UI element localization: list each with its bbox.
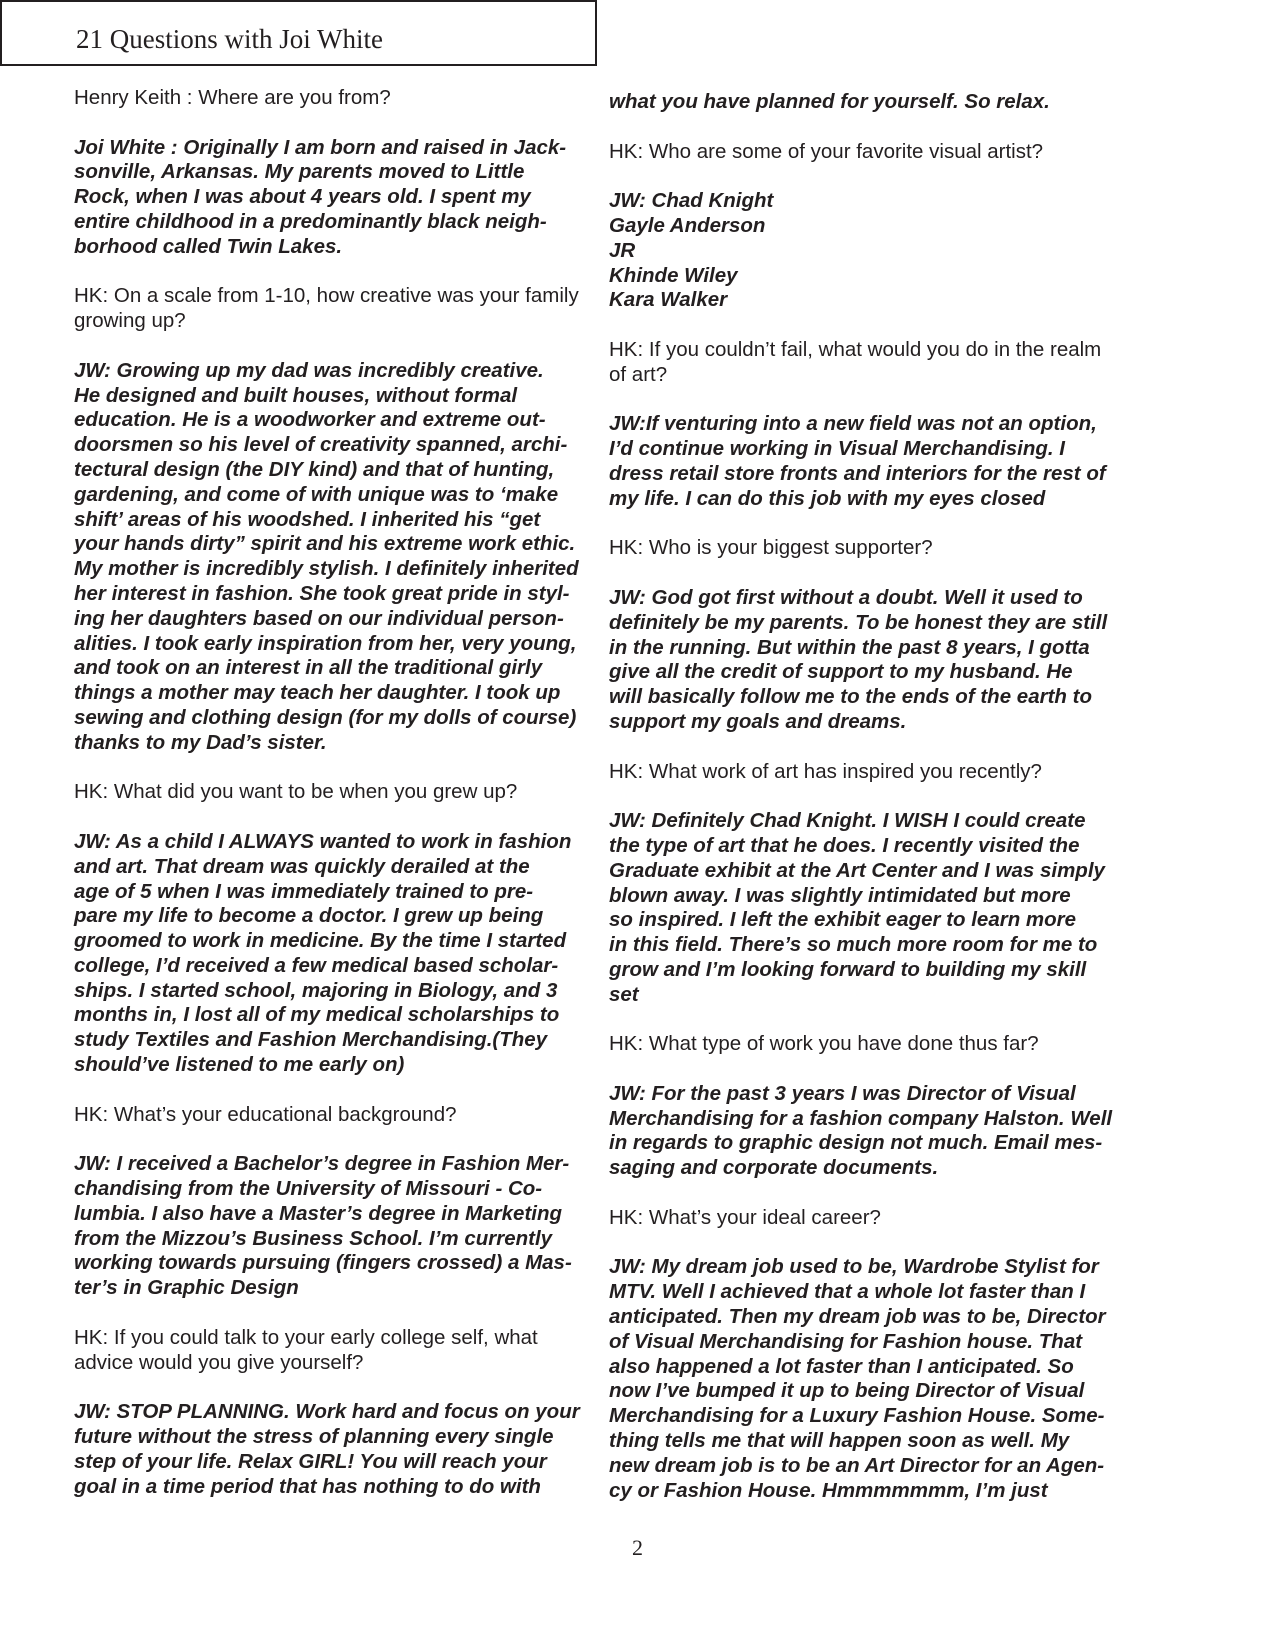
answer-advice-continued: what you have planned for yourself. So relax. [609,90,1050,113]
right-column [609,90,1123,1528]
answer-couldnt-fail: JW:If venturing into a new field was not an option, I’d continue working in Visual Merchandising. I dress retail store fronts and interiors for the rest of my life. I can do this job with my eyes closed [609,412,1106,510]
question-favorite-artists: HK: Who are some of your favorite visual artist? [609,139,1044,163]
question-creative-family: HK: On a scale from 1-10, how creative was your family growing up? [74,284,579,333]
answer-grow-up: JW: As a child I ALWAYS wanted to work in fashion and art. That dream was quickly derailed at the age of 5 when I was immediately trained to pre- pare my life to become a doctor. I grew up being groomed to work in medicine. By the time I started college, I’d received a few medical based scholar- ships. I started school, majoring in Biology, and 3 months in, I lost all of my medical scholarships to study Textiles and Fashion Merchandising.(They should’ve listened to me early on) [74,829,572,1077]
answer-where-from: Joi White : Originally I am born and raised in Jack- sonville, Arkansas. My parents moved to Little Rock, when I was about 4 years old. I spent my entire childhood in a predominantly black neigh- borhood called Twin Lakes. [74,135,567,258]
answer-work-done: JW: For the past 3 years I was Director of Visual Merchandising for a fashion company Halston. Well in regards to graphic design not much. Email mes- saging and corporate documents. [609,1081,1113,1180]
answer-biggest-supporter: JW: God got first without a doubt. Well it used to definitely be my parents. To be honest they are still in the running. But within the past 8 years, I gotta give all the credit of support to my husband. He will basically follow me to the ends of the earth to support my goals and dreams. [609,585,1108,733]
answer-creative-family: JW: Growing up my dad was incredibly creative. He designed and built houses, without formal education. He is a woodworker and extreme out- doorsmen so his level of creativity spanned, archi- tectural design (the DIY kind) and that of hunting, gardening, and come of with unique was to ‘make shift’ areas of his woodshed. I inherited his “get your hands dirty” spirit and his extreme work ethic. My mother is incredibly stylish. I definitely inherited her interest in fashion. She took great pride in styl- ing her daughters based on our individual person- alities. I took early inspiration from her, very young, and took on an interest in all the traditional girly things a mother may teach her daughter. I took up sewing and clothing design (for my dolls of course) thanks to my Dad’s sister. [74,358,579,754]
question-ideal-career: HK: What’s your ideal career? [609,1205,881,1229]
answer-favorite-artists: JW: Chad Knight Gayle Anderson JR Khinde Wiley Kara Walker [609,189,774,312]
question-advice: HK: If you could talk to your early college self, what advice would you give yourself? [74,1325,538,1374]
question-grow-up: HK: What did you want to be when you grew up? [74,780,518,804]
question-biggest-supporter: HK: Who is your biggest supporter? [609,536,933,560]
answer-advice: JW: STOP PLANNING. Work hard and focus on your future without the stress of planning every single step of your life. Relax GIRL! You will reach your goal in a time period that has nothing to do with [74,1400,580,1498]
answer-inspired-recently: JW: Definitely Chad Knight. I WISH I could create the type of art that he does. I recently visited the Graduate exhibit at the Art Center and I was simply blown away. I was slightly intimidated but more so inspired. I left the exhibit eager to learn more in this field. There’s so much more room for me to grow and I’m looking forward to building my skill set [609,809,1105,1006]
left-column [74,86,586,1524]
question-inspired-recently: HK: What work of art has inspired you recently? [609,759,1042,783]
question-work-done: HK: What type of work you have done thus far? [609,1032,1039,1056]
question-education: HK: What’s your educational background? [74,1102,457,1126]
question-couldnt-fail: HK: If you couldn’t fail, what would you do in the realm of art? [609,337,1102,386]
page-number: 2 [632,1535,643,1560]
answer-education: JW: I received a Bachelor’s degree in Fashion Mer- chandising from the University of Missouri - Co- lumbia. I also have a Master’s degree in Marketing from the Mizzou’s Business School. I’m currently working towards pursuing (fingers crossed) a Mas- ter’s in Graphic Design [74,1152,572,1300]
page-title: 21 Questions with Joi White [76,24,383,54]
header-box [0,0,597,66]
question-where-from: Henry Keith : Where are you from? [74,86,391,109]
answer-ideal-career: JW: My dream job used to be, Wardrobe Stylist for MTV. Well I achieved that a whole lot faster than I anticipated. Then my dream job was to be, Director of Visual Merchandising for Fashion house. That also happened a lot faster than I anticipated. So now I’ve bumped it up to being Director of Visual Merchandising for a Luxury Fashion House. Some- thing tells me that will happen soon as well. My new dream job is to be an Art Director for an Agen- cy or Fashion House. Hmmmmmmm, I’m just [609,1255,1106,1502]
